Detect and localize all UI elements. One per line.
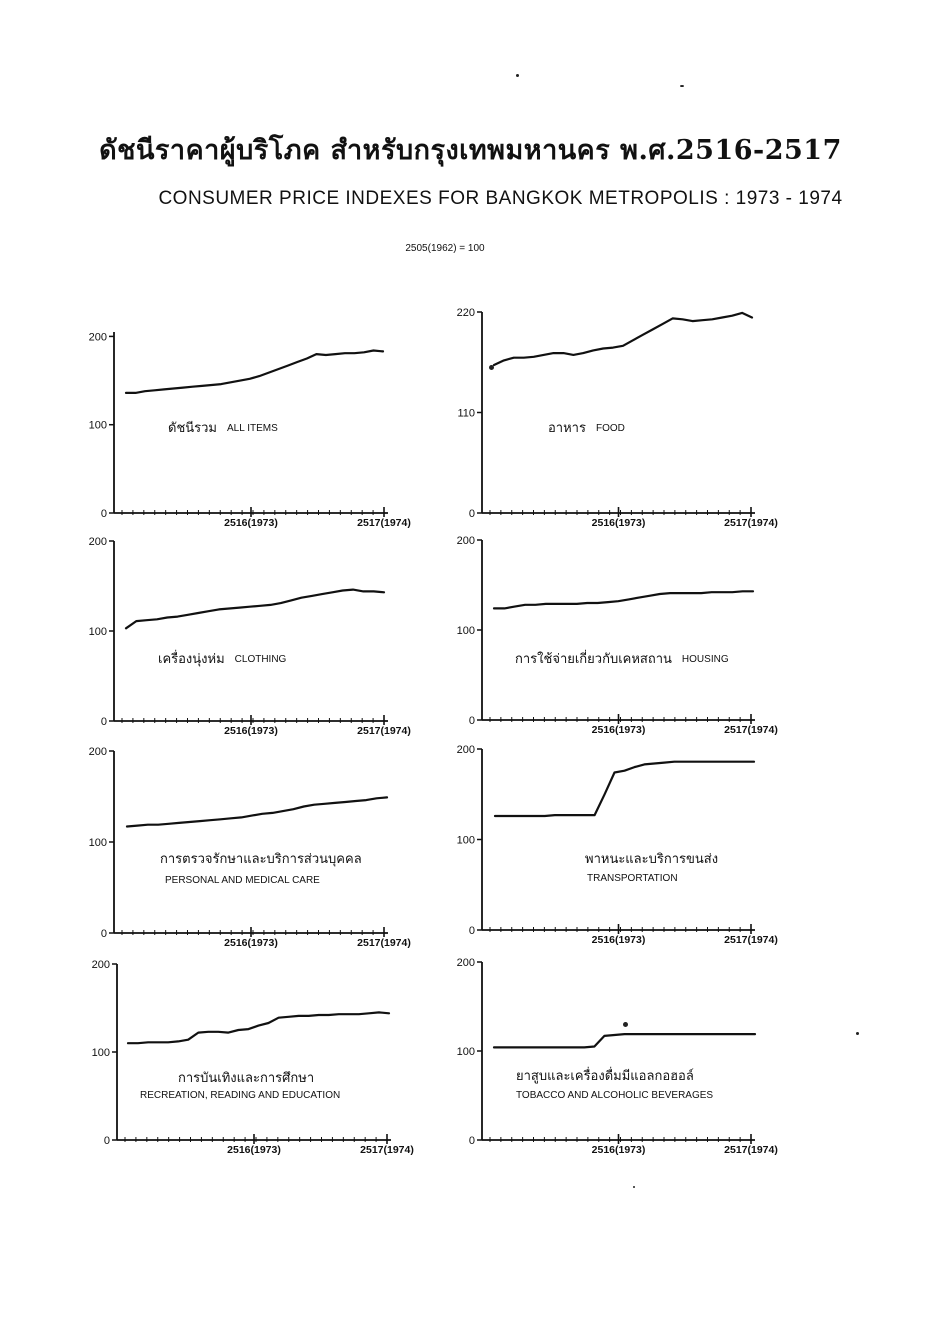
x-tick-label: 2517(1974) <box>724 724 778 736</box>
x-tick-label: 2517(1974) <box>357 517 411 529</box>
y-tick-label: 200 <box>456 957 475 969</box>
page-title-english: CONSUMER PRICE INDEXES FOR BANGKOK METROPOLIS : 1973 - 1974 <box>158 188 843 209</box>
y-tick-label: 0 <box>468 1135 475 1147</box>
x-tick-label: 2517(1974) <box>360 1144 414 1156</box>
scan-speck <box>623 1022 628 1027</box>
y-tick-label: 100 <box>91 1047 110 1059</box>
chart-label-english: ALL ITEMS <box>227 423 278 434</box>
series-line <box>126 351 383 393</box>
series-line <box>494 313 752 365</box>
chart-label-english: RECREATION, READING AND EDUCATION <box>140 1090 341 1101</box>
scan-speck <box>680 85 684 87</box>
chart-label-thai: การใช้จ่ายเกี่ยวกับเคหสถาน <box>515 652 672 667</box>
scan-speck <box>516 74 519 77</box>
y-tick-label: 0 <box>103 1135 110 1147</box>
x-tick-label: 2517(1974) <box>357 937 411 949</box>
series-line <box>495 762 754 816</box>
y-tick-label: 0 <box>468 508 475 520</box>
x-tick-label: 2517(1974) <box>724 1144 778 1156</box>
y-tick-label: 100 <box>456 1046 475 1058</box>
y-tick-label: 0 <box>468 715 475 727</box>
chart-label-english: FOOD <box>595 423 625 434</box>
series-line <box>127 797 387 826</box>
x-tick-label: 2516(1973) <box>591 1144 646 1156</box>
chart-label-thai: พาหนะและบริการขนส่ง <box>585 852 719 867</box>
y-tick-label: 0 <box>100 716 107 728</box>
y-tick-label: 110 <box>457 407 475 420</box>
series-line <box>494 591 753 608</box>
y-tick-label: 200 <box>88 536 107 548</box>
y-tick-label: 100 <box>456 834 475 847</box>
series-line <box>126 590 384 629</box>
chart-label-english: TOBACCO AND ALCOHOLIC BEVERAGES <box>516 1090 714 1101</box>
x-tick-label: 2516(1973) <box>591 517 646 529</box>
chart-label-english: PERSONAL AND MEDICAL CARE <box>165 875 320 886</box>
series-line <box>128 1012 389 1043</box>
y-tick-label: 100 <box>88 837 107 849</box>
chart-label-thai: ดัชนีรวม <box>168 421 218 436</box>
y-tick-label: 200 <box>88 331 107 344</box>
x-tick-label: 2517(1974) <box>724 934 778 946</box>
chart-label-thai: อาหาร <box>548 421 586 436</box>
chart-label-english: HOUSING <box>681 654 729 665</box>
y-tick-label: 220 <box>456 307 475 319</box>
chart-label-thai: เครื่องนุ่งห่ม <box>158 652 225 667</box>
y-tick-label: 0 <box>100 928 107 940</box>
y-tick-label: 200 <box>88 746 107 758</box>
scan-speck <box>856 1032 859 1035</box>
x-tick-label: 2516(1973) <box>591 724 646 736</box>
series-line <box>494 1034 755 1047</box>
chart-label-thai: การตรวจรักษาและบริการส่วนบุคคล <box>160 852 362 867</box>
y-tick-label: 0 <box>100 508 107 520</box>
chart-label-thai: การบันเทิงและการศึกษา <box>178 1071 315 1086</box>
scan-speck <box>489 365 494 370</box>
y-tick-label: 200 <box>456 535 475 547</box>
x-tick-label: 2516(1973) <box>224 517 278 529</box>
x-tick-label: 2516(1973) <box>224 937 278 949</box>
y-tick-label: 0 <box>468 925 475 937</box>
y-tick-label: 100 <box>456 625 475 637</box>
x-tick-label: 2516(1973) <box>591 934 646 946</box>
chart-label-thai: ยาสูบและเครื่องดื่มมีแอลกอฮอล์ <box>516 1069 694 1084</box>
y-tick-label: 200 <box>456 744 475 756</box>
chart-label-english: TRANSPORTATION <box>587 873 678 884</box>
page-title-thai: ดัชนีราคาผู้บริโภค สำหรับกรุงเทพมหานคร พ.ศ.2516-2517 <box>99 135 842 166</box>
x-tick-label: 2516(1973) <box>224 725 278 737</box>
y-tick-label: 100 <box>88 419 107 432</box>
x-tick-label: 2517(1974) <box>357 725 411 737</box>
scan-speck <box>633 1186 635 1188</box>
y-tick-label: 200 <box>91 959 110 971</box>
y-tick-label: 100 <box>88 626 107 638</box>
chart-label-english: CLOTHING <box>234 654 287 665</box>
x-tick-label: 2516(1973) <box>227 1144 281 1156</box>
base-year-note: 2505(1962) = 100 <box>405 243 485 254</box>
x-tick-label: 2517(1974) <box>724 517 778 529</box>
